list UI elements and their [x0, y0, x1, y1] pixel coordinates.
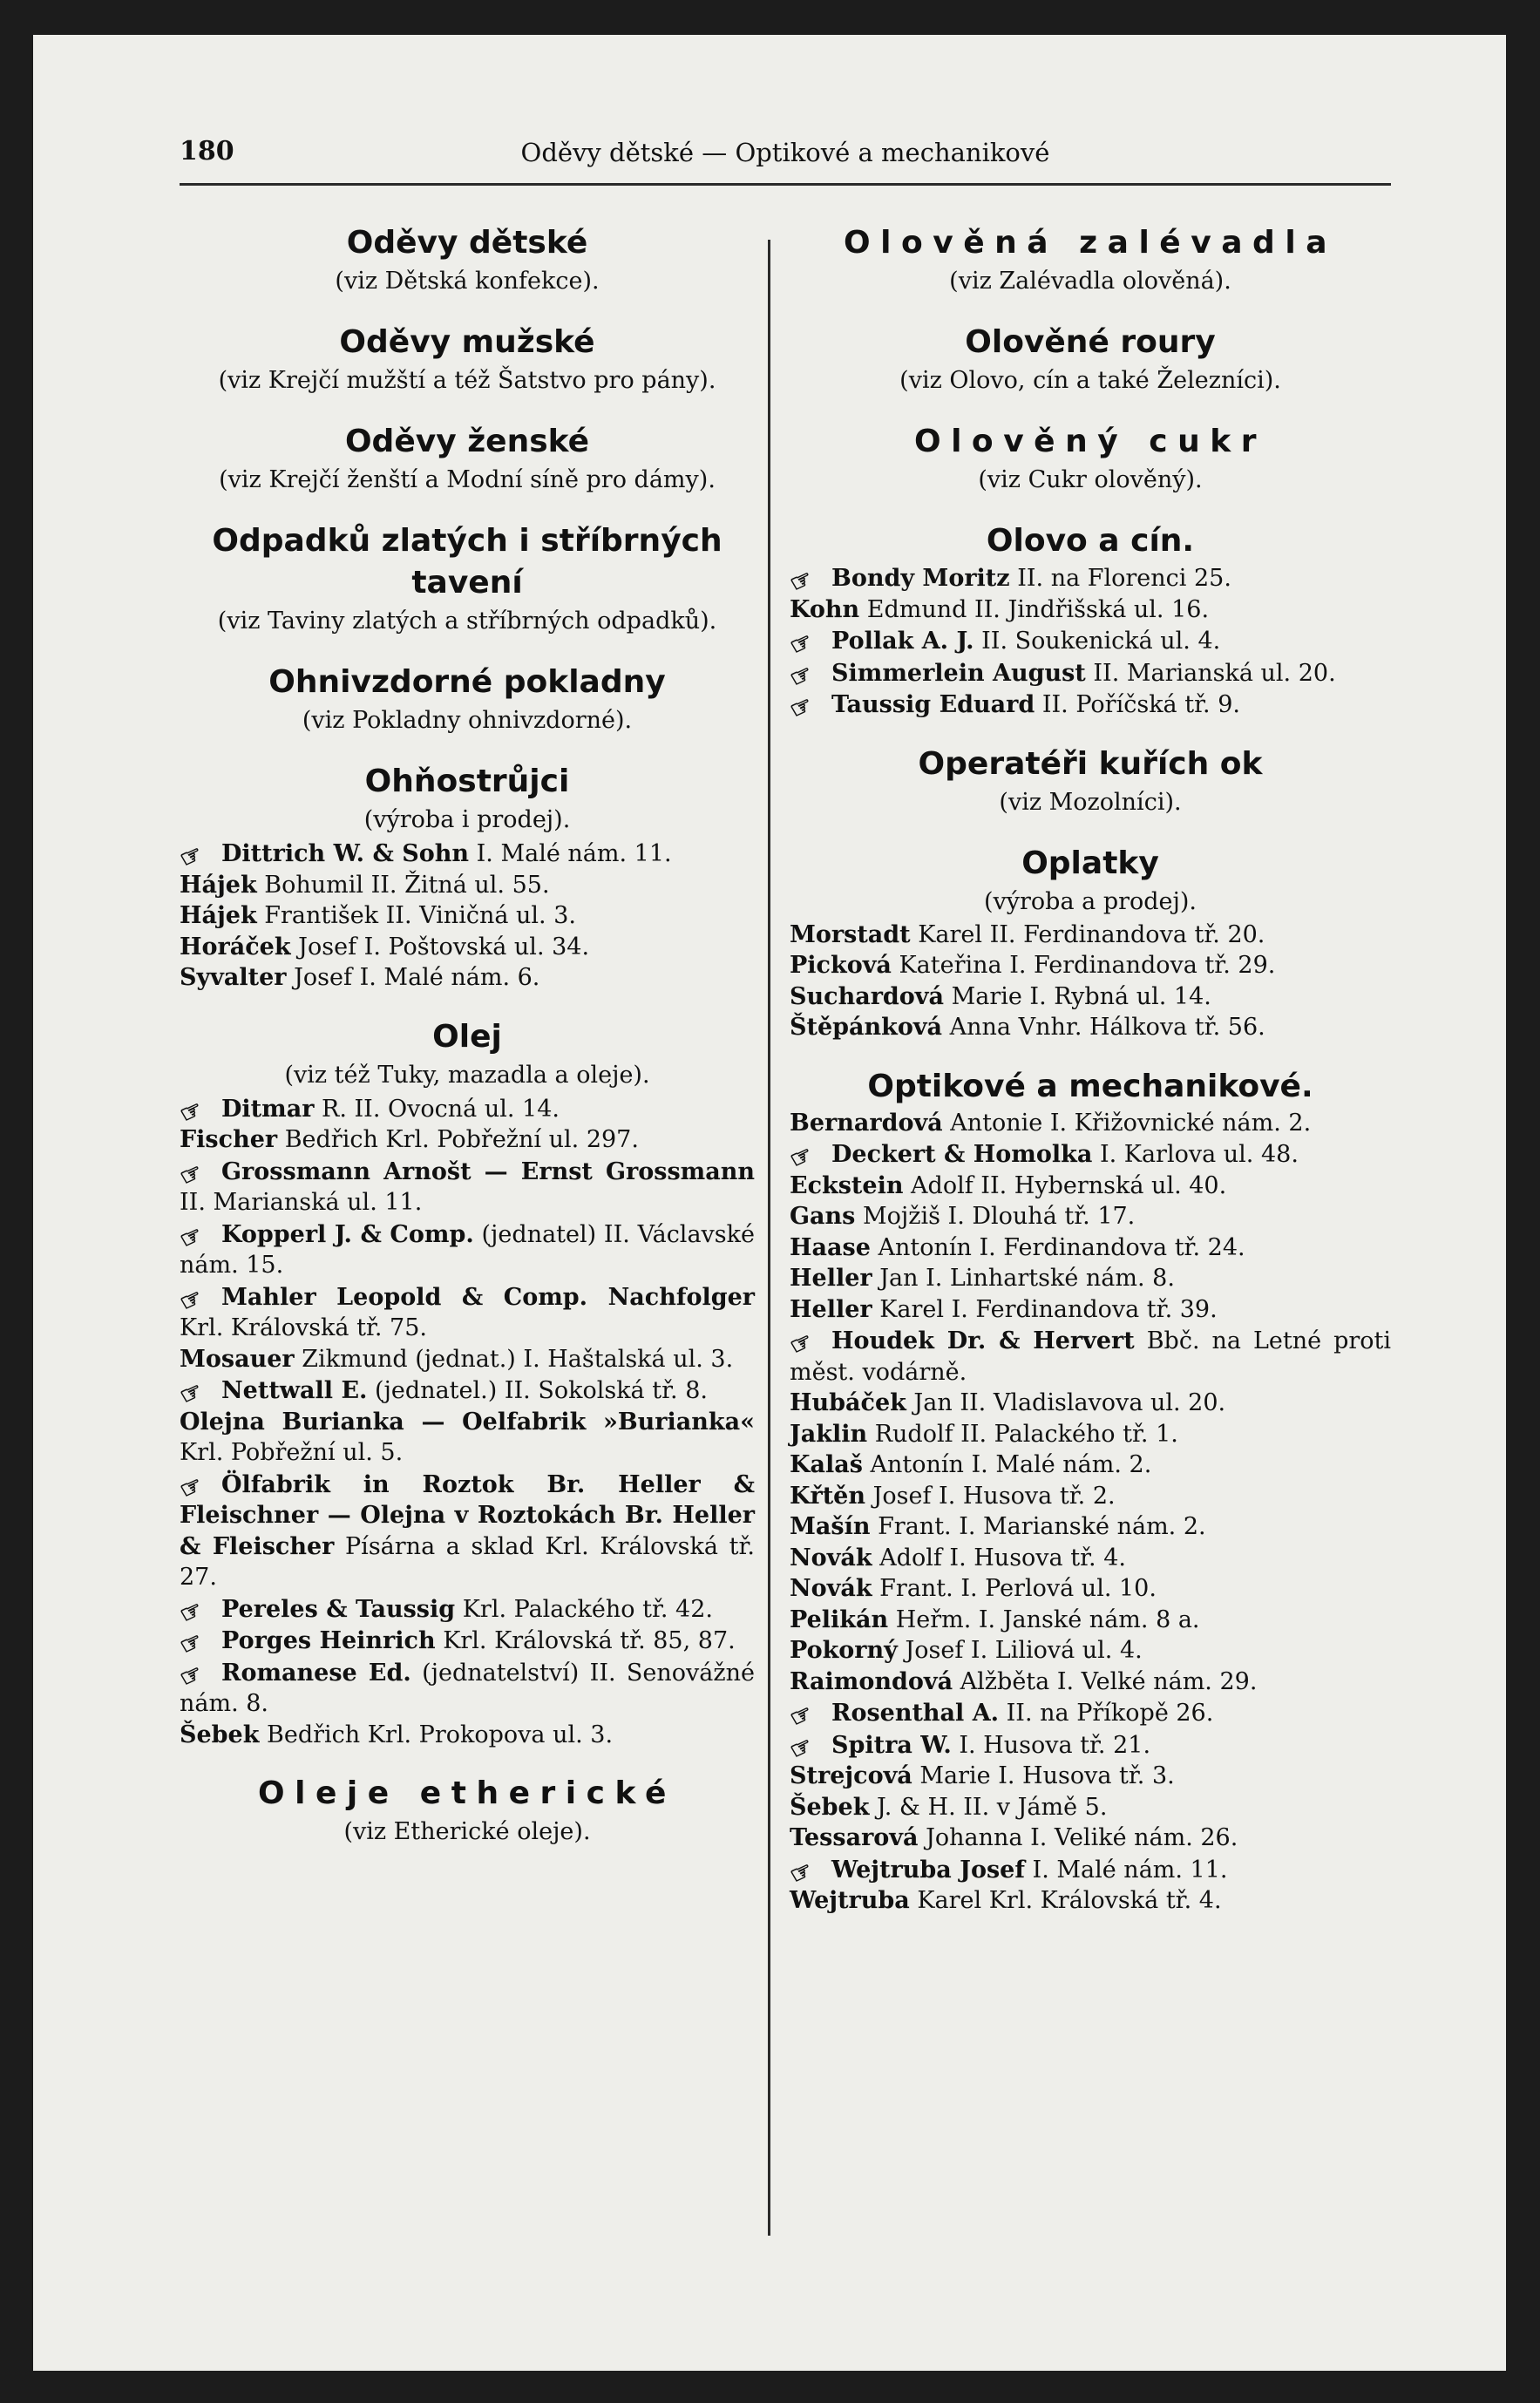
section [180, 222, 755, 299]
section-heading: Oděvy dětské [346, 225, 588, 261]
entry-address: Marie I. Rybná ul. 14. [944, 982, 1211, 1010]
section-heading: Oplatky [1021, 845, 1159, 881]
list-item [790, 1201, 1391, 1232]
section-heading: Olověný cukr [913, 424, 1267, 459]
list-item [174, 1281, 755, 1344]
list-item [180, 1344, 755, 1375]
section [174, 1016, 755, 1751]
section-heading: Oleje etherické [258, 1775, 676, 1811]
section [174, 761, 755, 994]
list-item [790, 594, 1391, 626]
section-heading: Oděvy ženské [344, 424, 590, 459]
pointing-hand-icon: ☞ [174, 1375, 207, 1411]
entry-name: Deckert & Homolka [831, 1141, 1093, 1168]
entry-name: Novák [790, 1544, 872, 1571]
list-item [790, 1108, 1391, 1139]
entry-address: Josef I. Liliová ul. 4. [897, 1637, 1143, 1664]
entry-name: Romanese Ed. [221, 1659, 411, 1687]
entry-address: Antonín I. Ferdinandova tř. 24. [870, 1233, 1245, 1261]
entry-name: Bondy Moritz [831, 565, 1010, 592]
entry-address: I. Karlova ul. 48. [1092, 1141, 1299, 1168]
entry-name: Houdek Dr. & Hervert [831, 1327, 1135, 1354]
list-item [790, 1012, 1391, 1043]
entry-address: Bedřich Krl. Prokopova ul. 3. [259, 1721, 614, 1748]
list-item [180, 1407, 755, 1469]
list-item [790, 1885, 1391, 1917]
section-note: (výroba a prodej). [983, 887, 1197, 915]
entry-name: Šebek [790, 1793, 870, 1821]
list-item [790, 1792, 1391, 1823]
list-item [174, 1657, 755, 1720]
section-note: (viz Krejčí ženští a Modní síně pro dámy). [219, 466, 716, 493]
list-item [790, 1573, 1391, 1605]
section-heading: Olověná zalévadla [843, 225, 1338, 261]
entry-address: Alžběta I. Velké nám. 29. [953, 1667, 1258, 1695]
entry-name: Ditmar [221, 1095, 315, 1123]
entry-address: II. Poříčská tř. 9. [1035, 691, 1240, 718]
entry-name: Ölfabrik in Roztok Br. Heller & Fleischner — Olejna v Roztokách Br. Heller & Fleischer [180, 1470, 755, 1560]
entry-name: Rosenthal A. [831, 1700, 1000, 1727]
header-rule [180, 183, 1391, 186]
entry-name: Hájek [180, 871, 257, 899]
entry-address: Karel Krl. Královská tř. 4. [909, 1887, 1222, 1914]
entry-address: Josef I. Husova tř. 2. [865, 1482, 1116, 1510]
pointing-hand-icon: ☞ [174, 1093, 207, 1130]
entry-name: Simmerlein August [831, 659, 1086, 687]
section-note: (viz Taviny zlatých a stříbrných odpadků). [217, 608, 717, 635]
section [790, 421, 1391, 498]
page-number: 180 [180, 136, 234, 166]
entry-address: Krl. Královská tř. 85, 87. [435, 1627, 736, 1654]
entry-name: Bernardová [790, 1109, 943, 1137]
entry-address: (jednatel) II. Václavské nám. 15. [180, 1220, 755, 1279]
list-item [174, 1156, 755, 1218]
section-note: (viz Pokladny ohnivzdorné). [302, 707, 633, 734]
section [180, 1773, 755, 1850]
list-item [790, 1666, 1391, 1698]
list-item [174, 838, 755, 874]
pointing-hand-icon: ☞ [784, 1698, 817, 1734]
entry-address: Kateřina I. Ferdinandova tř. 29. [891, 952, 1276, 979]
list-item [784, 562, 1391, 599]
section-note: (viz Zalévadla olověná). [949, 268, 1231, 295]
section [790, 843, 1391, 1043]
section [790, 222, 1391, 299]
entry-address: Krl. Pobřežní ul. 5. [180, 1439, 404, 1466]
list-item [784, 657, 1391, 694]
page-header [180, 131, 1391, 183]
list-item [790, 1419, 1391, 1450]
entry-address: Jan I. Linhartské nám. 8. [872, 1265, 1175, 1292]
entry-address: Bohumil II. Žitná ul. 55. [256, 871, 550, 899]
entry-address: Frant. I. Perlová ul. 10. [872, 1575, 1157, 1602]
list-item [180, 1124, 755, 1156]
list-item [180, 1720, 755, 1751]
section [180, 662, 755, 738]
list-item [180, 870, 755, 901]
entry-name: Hájek [180, 902, 257, 929]
list-item [180, 932, 755, 963]
entry-address: Bbč. na Letné proti měst. vodárně. [790, 1327, 1392, 1386]
entry-name: Syvalter [180, 964, 287, 991]
pointing-hand-icon: ☞ [174, 1156, 207, 1192]
list-item [790, 1294, 1391, 1326]
entry-address: Anna Vnhr. Hálkova tř. 56. [942, 1014, 1265, 1041]
list-item [180, 962, 755, 994]
entry-name: Wejtruba Josef [831, 1856, 1025, 1884]
entry-name: Nettwall E. [221, 1377, 368, 1404]
list-item [790, 1232, 1391, 1264]
entry-address: Marie I. Husova tř. 3. [912, 1762, 1175, 1789]
entry-address: Adolf I. Husova tř. 4. [872, 1544, 1126, 1571]
list-item [174, 1625, 755, 1661]
entry-address: (jednatel.) II. Sokolská tř. 8. [367, 1377, 708, 1404]
entry-address: Krl. Královská tř. 75. [180, 1314, 427, 1341]
section-heading: Ohňostrůjci [364, 764, 570, 799]
section-note: (viz Olovo, cín a také Železníci). [899, 367, 1281, 394]
list-item [790, 1823, 1391, 1854]
list-item [174, 1469, 755, 1593]
pointing-hand-icon: ☞ [174, 1281, 207, 1318]
section-heading: Ohnivzdorné pokladny [268, 664, 666, 700]
left-column [174, 222, 755, 1872]
entry-name: Wejtruba [790, 1887, 910, 1914]
section [790, 743, 1391, 820]
section-heading: Olověné roury [965, 324, 1216, 360]
list-item [784, 689, 1391, 725]
pointing-hand-icon: ☞ [784, 1729, 817, 1766]
section [180, 322, 755, 398]
entry-name: Taussig Eduard [831, 691, 1035, 718]
entry-address: Josef I. Malé nám. 6. [286, 964, 540, 991]
entry-name: Horáček [180, 933, 291, 961]
list-item [790, 1481, 1391, 1512]
entry-name: Kalaš [790, 1451, 863, 1478]
entry-name: Jaklin [790, 1420, 868, 1448]
entry-address: Frant. I. Marianské nám. 2. [870, 1513, 1206, 1540]
entry-address: R. II. Ovocná ul. 14. [314, 1095, 560, 1123]
entry-name: Šebek [180, 1721, 260, 1748]
entry-address: František II. Viničná ul. 3. [256, 902, 576, 929]
entry-name: Kopperl J. & Comp. [221, 1220, 474, 1248]
entry-name: Mašín [790, 1513, 871, 1540]
entry-name: Porges Heinrich [221, 1627, 436, 1654]
entry-name: Gans [790, 1203, 856, 1230]
entry-address: I. Husova tř. 21. [951, 1731, 1151, 1759]
section [180, 520, 755, 639]
list-item [784, 1854, 1391, 1890]
section-note: (viz Mozolníci). [999, 788, 1182, 816]
entry-name: Morstadt [790, 920, 911, 948]
list-item [174, 1218, 755, 1281]
section-note: (viz Krejčí mužští a též Šatstvo pro pány). [218, 367, 716, 394]
list-item [784, 1729, 1391, 1766]
entry-name: Grossmann Arnošt — Ernst Grossmann [221, 1157, 755, 1185]
list-item [790, 950, 1391, 981]
entry-name: Picková [790, 952, 892, 979]
column-divider [768, 240, 770, 2236]
section-note: (výroba i prodej). [363, 806, 571, 833]
entry-name: Kohn [790, 595, 860, 623]
section [784, 1066, 1392, 1917]
list-item [784, 625, 1391, 662]
list-item [790, 1511, 1391, 1543]
entry-address: Karel I. Ferdinandova tř. 39. [872, 1295, 1218, 1323]
entry-address: (jednatelství) II. Senovážné nám. 8. [180, 1659, 755, 1717]
directory-page [33, 35, 1506, 2371]
entry-address: Rudolf II. Palackého tř. 1. [867, 1420, 1178, 1448]
entry-address: Písárna a sklad Krl. Královská tř. 27. [180, 1532, 755, 1591]
entry-name: Štěpánková [790, 1014, 943, 1041]
entry-address: II. na Florenci 25. [1009, 565, 1231, 592]
pointing-hand-icon: ☞ [174, 838, 207, 874]
section-heading: Operatéři kuřích ok [918, 745, 1263, 782]
entry-address: Adolf II. Hybernská ul. 40. [903, 1171, 1227, 1199]
pointing-hand-icon: ☞ [784, 626, 817, 662]
entry-name: Olejna Burianka — Oelfabrik »Burianka« [180, 1408, 755, 1436]
entry-address: Mojžiš I. Dlouhá tř. 17. [855, 1203, 1136, 1230]
running-title: Oděvy dětské — Optikové a mechanikové [520, 138, 1050, 167]
pointing-hand-icon: ☞ [174, 1593, 207, 1630]
section-note: (viz Dětská konfekce). [335, 268, 600, 295]
section [180, 421, 755, 498]
entry-address: II. Soukenická ul. 4. [974, 628, 1221, 655]
list-item [790, 1543, 1391, 1574]
list-item [174, 1093, 755, 1130]
entry-address: Bedřich Krl. Pobřežní ul. 297. [277, 1126, 639, 1153]
list-item [790, 1171, 1391, 1202]
entry-name: Pollak A. J. [831, 628, 974, 655]
list-item [790, 920, 1391, 951]
list-item [790, 1605, 1391, 1636]
entry-address: J. & H. II. v Jámě 5. [869, 1793, 1108, 1821]
list-item [790, 1263, 1391, 1294]
pointing-hand-icon: ☞ [784, 1326, 817, 1361]
entry-address: Heřm. I. Janské nám. 8 a. [888, 1605, 1200, 1633]
pointing-hand-icon: ☞ [784, 657, 817, 694]
entry-name: Pereles & Taussig [221, 1595, 456, 1623]
section-note: (viz Cukr olověný). [978, 466, 1203, 493]
entry-address: Edmund II. Jindřišská ul. 16. [859, 595, 1210, 623]
list-item [180, 900, 755, 932]
pointing-hand-icon: ☞ [174, 1626, 207, 1661]
entry-name: Spitra W. [831, 1731, 952, 1759]
section-heading: Olovo a cín. [986, 523, 1195, 559]
pointing-hand-icon: ☞ [784, 1854, 817, 1890]
section [784, 520, 1391, 725]
list-item [790, 981, 1391, 1013]
pointing-hand-icon: ☞ [784, 1139, 817, 1175]
entry-name: Dittrich W. & Sohn [221, 840, 470, 867]
section-note: (viz Etherické oleje). [343, 1818, 591, 1845]
entry-name: Eckstein [790, 1171, 904, 1199]
section-note: (viz též Tuky, mazadla a oleje). [284, 1061, 650, 1089]
list-item [790, 1635, 1391, 1666]
list-item [174, 1375, 755, 1411]
entry-name: Raimondová [790, 1667, 953, 1695]
list-item [790, 1388, 1391, 1419]
entry-name: Tessarová [790, 1824, 919, 1851]
entry-address: Antonie I. Křižovnické nám. 2. [942, 1109, 1312, 1137]
entry-name: Haase [790, 1233, 871, 1261]
entry-name: Pokorný [790, 1637, 898, 1664]
pointing-hand-icon: ☞ [784, 689, 817, 725]
entry-address: I. Malé nám. 11. [469, 840, 672, 867]
entry-address: II. na Příkopě 26. [999, 1700, 1214, 1727]
entry-name: Heller [790, 1295, 872, 1323]
list-item [784, 1138, 1391, 1175]
entry-address: Johanna I. Veliké nám. 26. [918, 1824, 1238, 1851]
section-heading: Olej [432, 1018, 502, 1055]
entry-name: Pelikán [790, 1605, 889, 1633]
entry-name: Novák [790, 1575, 872, 1602]
entry-name: Heller [790, 1265, 872, 1292]
entry-address: Antonín I. Malé nám. 2. [862, 1451, 1152, 1478]
section-heading: Oděvy mužské [339, 324, 595, 360]
entry-address: Josef I. Poštovská ul. 34. [290, 933, 590, 961]
section-heading: Odpadků zlatých i stříbrných tavení [212, 523, 723, 601]
entry-name: Mosauer [180, 1345, 295, 1373]
entry-address: Jan II. Vladislavova ul. 20. [906, 1389, 1226, 1416]
section [790, 322, 1391, 398]
entry-address: II. Marianská ul. 11. [180, 1189, 423, 1216]
entry-name: Křtěn [790, 1482, 865, 1510]
entry-address: Karel II. Ferdinandova tř. 20. [910, 920, 1265, 948]
entry-address: Krl. Palackého tř. 42. [455, 1595, 713, 1623]
pointing-hand-icon: ☞ [174, 1469, 207, 1505]
list-item [784, 1325, 1392, 1388]
list-item [174, 1593, 755, 1630]
entry-address: Zikmund (jednat.) I. Haštalská ul. 3. [294, 1345, 734, 1373]
entry-address: I. Malé nám. 11. [1024, 1856, 1228, 1884]
entry-address: II. Marianská ul. 20. [1085, 659, 1336, 687]
right-column [784, 222, 1392, 1939]
list-item [790, 1449, 1391, 1481]
list-item [790, 1761, 1391, 1792]
entry-name: Hubáček [790, 1389, 906, 1416]
entry-name: Suchardová [790, 982, 944, 1010]
pointing-hand-icon: ☞ [174, 1218, 207, 1255]
pointing-hand-icon: ☞ [174, 1657, 207, 1694]
pointing-hand-icon: ☞ [784, 563, 817, 599]
entry-name: Mahler Leopold & Comp. Nachfolger [221, 1283, 755, 1311]
section-heading: Optikové a mechanikové. [867, 1068, 1313, 1104]
entry-name: Strejcová [790, 1762, 912, 1789]
entry-name: Fischer [180, 1126, 278, 1153]
list-item [784, 1697, 1391, 1734]
